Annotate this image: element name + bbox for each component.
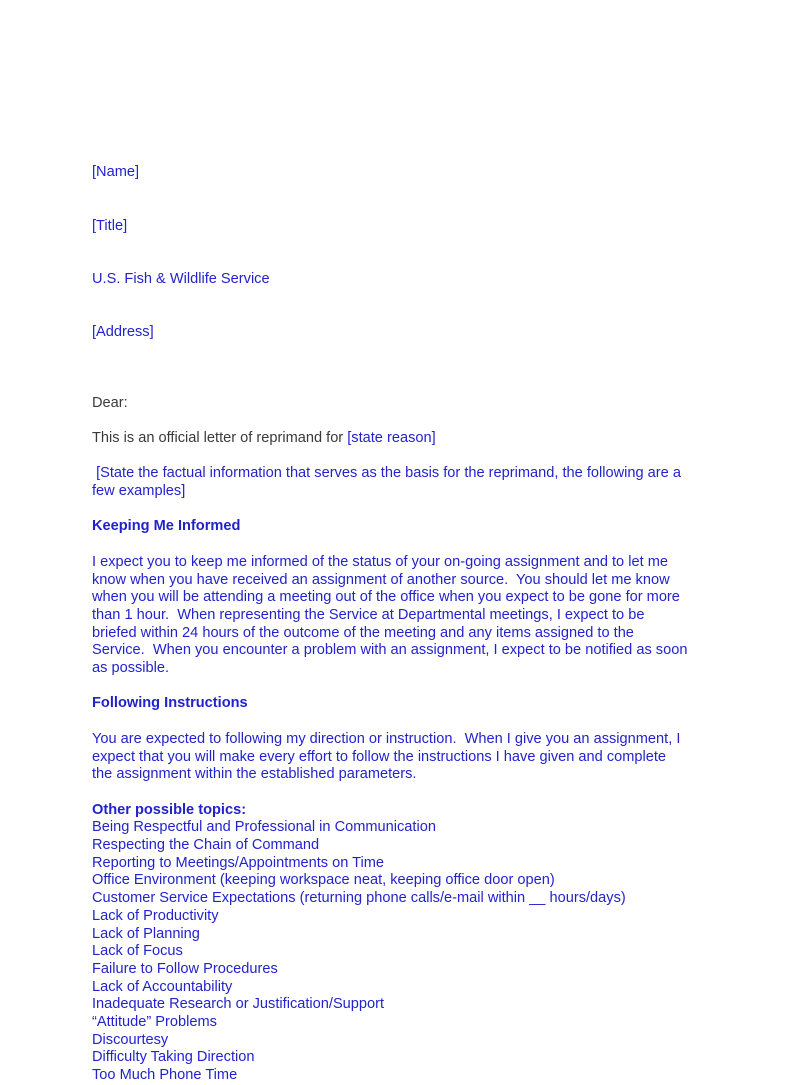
topic-item: Failure to Follow Procedures bbox=[92, 960, 278, 977]
topic-item: Respecting the Chain of Command bbox=[92, 837, 320, 853]
opening-line bbox=[92, 430, 690, 448]
state-reason-placeholder: [state reason] bbox=[347, 429, 436, 446]
section-body-following-instructions: You are expected to following my direction or instruction. When I give you an assignment, I expect that you will make every effort to follow the instructions I have given and complete the assignment within the established parameters. bbox=[92, 730, 685, 783]
recipient-agency-line: U.S. Fish & Wildlife Service bbox=[92, 270, 270, 287]
topic-item: Being Respectful and Professional in Communication bbox=[92, 819, 436, 836]
topic-item: “Attitude” Problems bbox=[92, 1014, 217, 1031]
basis-note: [State the factual information that serves as the basis for the reprimand, the following are a few examples] bbox=[92, 465, 686, 500]
topics-list bbox=[92, 802, 690, 1085]
topic-item: Office Environment (keeping workspace neat, keeping office door open) bbox=[92, 872, 555, 889]
opening-text: This is an official letter of reprimand for bbox=[92, 429, 348, 446]
topic-item: Customer Service Expectations (returning phone calls/e-mail within __ hours/days) bbox=[92, 890, 626, 907]
recipient-address-line: [Address] bbox=[92, 323, 154, 340]
topic-item: Reporting to Meetings/Appointments on Time bbox=[92, 854, 385, 871]
salutation: Dear: bbox=[92, 394, 128, 411]
topic-item: Too Much Phone Time bbox=[92, 1067, 238, 1084]
topic-item: Inadequate Research or Justification/Support bbox=[92, 996, 385, 1013]
topic-item: Discourtesy bbox=[92, 1031, 169, 1048]
section-heading-following-instructions: Following Instructions bbox=[92, 695, 248, 712]
topic-item: Difficulty Taking Direction bbox=[92, 1049, 255, 1066]
recipient-name-line: [Name] bbox=[92, 164, 140, 181]
section-body-keeping-me-informed: I expect you to keep me informed of the status of your on-going assignment and to let me know when you have received an assignment of another source. You should let me know when you will be attending a meeting out of the office when you expect to be gone for more than 1 hour. When representing the Service at Departmental meetings, I expect to be briefed within 24 hours of the outcome of the meeting and any items assigned to the Service. When you encounter a problem with an assignment, I expect to be notified as soon as possible. bbox=[92, 553, 692, 677]
topics-heading: Other possible topics: bbox=[92, 801, 247, 818]
recipient-title-line: [Title] bbox=[92, 217, 128, 234]
letter-content bbox=[92, 129, 690, 1085]
topic-item: Lack of Accountability bbox=[92, 978, 233, 995]
section-heading-keeping-me-informed: Keeping Me Informed bbox=[92, 518, 241, 535]
topic-item: Lack of Productivity bbox=[92, 907, 219, 924]
recipient-address-block bbox=[92, 129, 690, 377]
topic-item: Lack of Focus bbox=[92, 943, 183, 960]
topic-item: Lack of Planning bbox=[92, 925, 200, 942]
